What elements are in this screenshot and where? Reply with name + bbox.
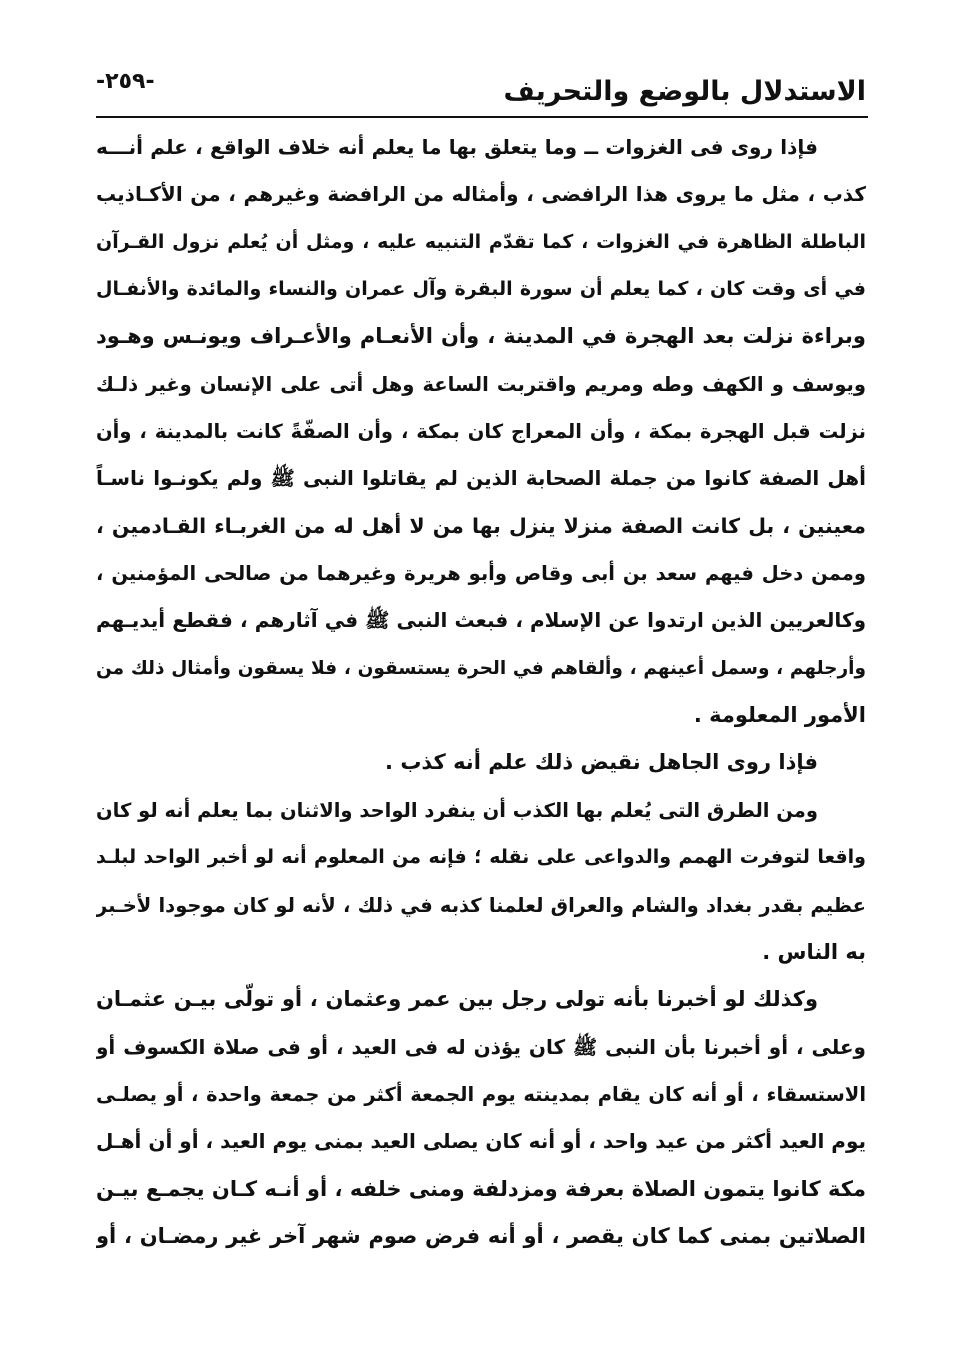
running-title: الاستدلال بالوضع والتحريف	[503, 76, 866, 107]
text-line: فإذا روى الجاهل نقيض ذلك علم أنه كذب .	[385, 750, 818, 775]
text-line: ويوسف و الكهف وطه ومريم واقتربت الساعة وهل أتى على الإنسان وغير ذلـك	[96, 372, 866, 396]
text-line: أهل الصفة كانوا من جملة الصحابة الذين لم يقاتلوا النبى ﷺ ولم يكونـوا ناسـاً	[96, 466, 866, 491]
body-text	[96, 124, 866, 1260]
text-line: وأرجلهم ، وسمل أعينهم ، وألقاهم في الحرة يستسقون ، فلا يسقون وأمثال ذلك من	[96, 657, 866, 679]
text-line: وممن دخل فيهم سعد بن أبى وقاص وأبو هريرة وغيرهما من صالحى المؤمنين ،	[96, 562, 866, 586]
text-line: معينين ، بل كانت الصفة منزلا ينزل بها من لا أهل له من الغربـاء القـادمين ،	[96, 513, 866, 538]
text-line: كذب ، مثل ما يروى هذا الرافضى ، وأمثاله من الرافضة وغيرهم ، من الأكـاذيب	[96, 182, 866, 207]
text-line: وكالعريين الذين ارتدوا عن الإسلام ، فبعث النبى ﷺ في آثارهم ، فقطع أيديـهم	[96, 608, 866, 633]
text-line: وبراءة نزلت بعد الهجرة في المدينة ، وأن الأنعـام والأعـراف ويونـس وهـود	[96, 324, 866, 349]
text-line: الأمور المعلومة .	[693, 703, 866, 728]
text-line: عظيم بقدر بغداد والشام والعراق لعلمنا كذبه في ذلك ، لأنه لو كان موجودا لأخـبر	[96, 893, 866, 917]
text-line: وعلى ، أو أخبرنا بأن النبى ﷺ كان يؤذن له فى العيد ، أو فى صلاة الكسوف أو	[96, 1034, 866, 1059]
text-line: ومن الطرق التى يُعلم بها الكذب أن ينفرد الواحد والاثنان بما يعلم أنه لو كان	[96, 798, 818, 822]
text-line: في أى وقت كان ، كما يعلم أن سورة البقرة وآل عمران والنساء والمائدة والأنفـال	[96, 278, 866, 301]
text-line: الاستسقاء ، أو أنه كان يقام بمدينته يوم الجمعة أكثر من جمعة واحدة ، أو يصلـى	[96, 1082, 866, 1106]
header-rule	[96, 116, 868, 118]
text-line: نزلت قبل الهجرة بمكة ، وأن المعراج كان بمكة ، وأن الصفّةً كانت بالمدينة ، وأن	[96, 420, 866, 444]
text-line: وكذلك لو أخبرنا بأنه تولى رجل بين عمر وعثمان ، أو تولّى بيـن عثمـان	[96, 987, 818, 1012]
text-line: الصلاتين بمنى كما كان يقصر ، أو أنه فرض صوم شهر آخر غير رمضـان ، أو	[96, 1223, 866, 1248]
text-line: الباطلة الظاهرة في الغزوات ، كما تقدّم التنبيه عليه ، ومثل أن يُعلم نزول القـرآن	[96, 230, 866, 253]
page-header	[96, 66, 866, 118]
text-line: فإذا روى فى الغزوات ــ وما يتعلق بها ما يعلم أنه خلاف الواقع ، علم أنـــه	[96, 135, 818, 159]
text-line: يوم العيد أكثر من عيد واحد ، أو أنه كان يصلى العيد بمنى يوم العيد ، أو أن أهـل	[96, 1129, 866, 1154]
text-line: به الناس .	[762, 939, 866, 964]
text-line: واقعا لتوفرت الهمم والدواعى على نقله ؛ فإنه من المعلوم أنه لو أخبر الواحد لبلـد	[96, 846, 866, 869]
page-number: -٢٥٩-	[96, 69, 155, 94]
text-line: مكة كانوا يتمون الصلاة بعرفة ومزدلفة ومنى خلفه ، أو أنـه كـان يجمـع بيـن	[96, 1176, 866, 1201]
